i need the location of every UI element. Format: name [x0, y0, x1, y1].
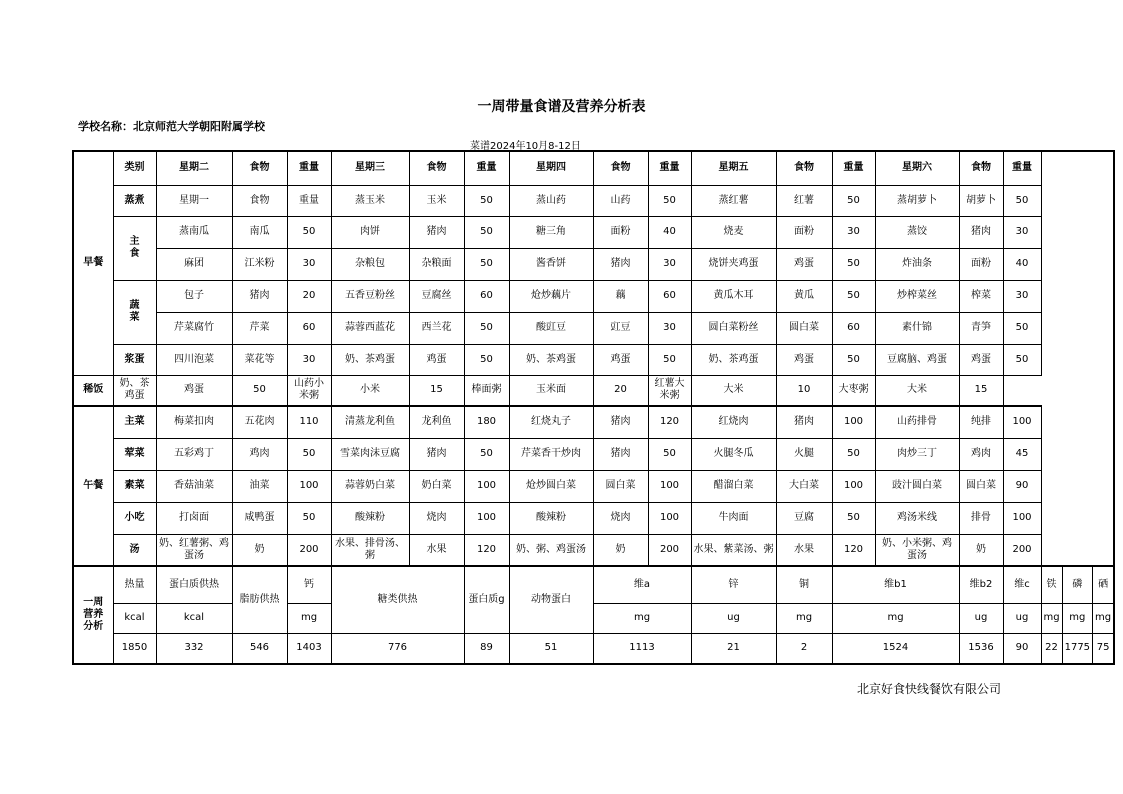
- table-cell: 芹菜: [232, 312, 287, 344]
- column-header: 重量: [464, 151, 509, 185]
- table-cell: 50: [832, 248, 875, 280]
- table-cell: 45: [1003, 438, 1041, 470]
- table-cell: 五花肉: [232, 406, 287, 438]
- table-cell: 蒸南瓜: [156, 216, 232, 248]
- table-cell: 50: [464, 185, 509, 216]
- table-cell: 面粉: [959, 248, 1003, 280]
- breakfast-label: 早餐: [73, 151, 113, 375]
- school-name: 学校名称：北京师范大学朝阳附属学校: [78, 120, 265, 133]
- nutrient-value: 332: [156, 633, 232, 664]
- table-cell: 黄瓜木耳: [691, 280, 776, 312]
- table-cell: 30: [648, 312, 691, 344]
- table-cell: 芹菜腐竹: [156, 312, 232, 344]
- table-cell: 50: [832, 344, 875, 375]
- table-cell: 包子: [156, 280, 232, 312]
- column-header: 食物: [593, 151, 648, 185]
- table-cell: 蒸红薯: [691, 185, 776, 216]
- table-cell: 奶、茶鸡蛋: [509, 344, 593, 375]
- nutrient-name: 铜: [776, 566, 832, 603]
- lunch-row: [73, 502, 1114, 534]
- lunch-row: [73, 438, 1114, 470]
- table-cell: 打卤面: [156, 502, 232, 534]
- table-cell: 豆腐脑、鸡蛋: [875, 344, 959, 375]
- table-cell: 100: [832, 406, 875, 438]
- table-cell: 50: [287, 438, 331, 470]
- lunch-row: [73, 406, 1114, 438]
- table-cell: 30: [1003, 216, 1041, 248]
- category-cell: 稀饭: [73, 375, 113, 406]
- nutrient-name: 硒: [1093, 566, 1115, 603]
- table-cell: 30: [1003, 280, 1041, 312]
- table-cell: 纯排: [959, 406, 1003, 438]
- table-cell: 豆腐丝: [409, 280, 464, 312]
- table-cell: 90: [1003, 470, 1041, 502]
- table-cell: 面粉: [776, 216, 832, 248]
- table-cell: 50: [232, 375, 287, 406]
- table-cell: 小米: [331, 375, 409, 406]
- column-header: 类别: [113, 151, 156, 185]
- table-cell: 30: [287, 248, 331, 280]
- category-cell: 主菜: [113, 406, 156, 438]
- table-cell: 圆白菜: [593, 470, 648, 502]
- nutrient-name: 钙: [287, 566, 331, 603]
- table-cell: 50: [287, 502, 331, 534]
- table-cell: 重量: [287, 185, 331, 216]
- table-cell: 40: [1003, 248, 1041, 280]
- table-cell: 烧肉: [409, 502, 464, 534]
- table-cell: 大白菜: [776, 470, 832, 502]
- table-cell: 60: [287, 312, 331, 344]
- nutrient-unit: mg: [1041, 603, 1062, 633]
- table-cell: 50: [648, 185, 691, 216]
- table-cell: 鸡蛋: [776, 344, 832, 375]
- nutrient-name: 维b1: [832, 566, 959, 603]
- table-cell: 青笋: [959, 312, 1003, 344]
- table-cell: 蒜蓉西蓝花: [331, 312, 409, 344]
- table-cell: 50: [1003, 185, 1041, 216]
- table-cell: 五彩鸡丁: [156, 438, 232, 470]
- table-cell: 猪肉: [232, 280, 287, 312]
- nutrient-name: 锌: [691, 566, 776, 603]
- table-cell: 100: [832, 470, 875, 502]
- table-cell: 50: [832, 185, 875, 216]
- table-cell: 120: [464, 534, 509, 566]
- table-cell: 山药排骨: [875, 406, 959, 438]
- table-cell: 红薯: [776, 185, 832, 216]
- table-cell: 奶白菜: [409, 470, 464, 502]
- nutrient-unit: kcal: [156, 603, 232, 633]
- category-cell: 浆蛋: [113, 344, 156, 375]
- table-cell: 肉炒三丁: [875, 438, 959, 470]
- table-cell: 豇豆: [593, 312, 648, 344]
- table-cell: 玉米: [409, 185, 464, 216]
- table-cell: 蒸山药: [509, 185, 593, 216]
- table-cell: 大枣粥: [832, 375, 875, 406]
- table-cell: 蒸饺: [875, 216, 959, 248]
- table-cell: 奶、茶鸡蛋: [691, 344, 776, 375]
- weekly-menu-table: [72, 150, 1115, 665]
- table-cell: 奶、茶鸡蛋: [331, 344, 409, 375]
- nutrient-name: 维a: [593, 566, 691, 603]
- nutrient-unit: ug: [691, 603, 776, 633]
- table-cell: 四川泡菜: [156, 344, 232, 375]
- company-name: 北京好食快线餐饮有限公司: [856, 682, 1001, 696]
- table-cell: 酸辣粉: [509, 502, 593, 534]
- table-cell: 杂粮面: [409, 248, 464, 280]
- table-cell: 山药小米粥: [287, 375, 331, 406]
- table-cell: 奶、小米粥、鸡蛋汤: [875, 534, 959, 566]
- table-cell: 猪肉: [593, 438, 648, 470]
- table-cell: 五香豆粉丝: [331, 280, 409, 312]
- lunch-label: 午餐: [73, 406, 113, 566]
- nutrient-value: 776: [331, 633, 464, 664]
- table-cell: 奶: [593, 534, 648, 566]
- table-cell: 火腿: [776, 438, 832, 470]
- breakfast-row: [73, 375, 1114, 406]
- nutrient-value: 22: [1041, 633, 1062, 664]
- table-cell: 20: [287, 280, 331, 312]
- table-cell: 素什锦: [875, 312, 959, 344]
- breakfast-row: [73, 185, 1114, 216]
- table-cell: 水果: [409, 534, 464, 566]
- column-header: 重量: [287, 151, 331, 185]
- table-cell: 蒸胡萝卜: [875, 185, 959, 216]
- table-cell: 120: [648, 406, 691, 438]
- table-cell: 200: [648, 534, 691, 566]
- nutrient-value: 1113: [593, 633, 691, 664]
- table-cell: 120: [832, 534, 875, 566]
- table-cell: 烧麦: [691, 216, 776, 248]
- table-cell: 猪肉: [593, 248, 648, 280]
- nutrient-value: 546: [232, 633, 287, 664]
- category-cell: 素菜: [113, 470, 156, 502]
- table-cell: 胡萝卜: [959, 185, 1003, 216]
- nutrient-unit: mg: [1062, 603, 1092, 633]
- table-cell: 15: [959, 375, 1003, 406]
- table-cell: 咸鸭蛋: [232, 502, 287, 534]
- category-cell: 小吃: [113, 502, 156, 534]
- table-cell: 烧饼夹鸡蛋: [691, 248, 776, 280]
- table-cell: 豉汁圆白菜: [875, 470, 959, 502]
- lunch-row: [73, 534, 1114, 566]
- nutrient-unit: mg: [1093, 603, 1115, 633]
- table-cell: 大米: [875, 375, 959, 406]
- table-cell: 炝炒藕片: [509, 280, 593, 312]
- table-cell: 60: [832, 312, 875, 344]
- table-cell: 鸡汤米线: [875, 502, 959, 534]
- table-cell: 圆白菜: [776, 312, 832, 344]
- nutrient-name: 维c: [1003, 566, 1041, 603]
- table-cell: 猪肉: [959, 216, 1003, 248]
- table-cell: 50: [464, 248, 509, 280]
- table-cell: 红薯大米粥: [648, 375, 691, 406]
- table-cell: 烧肉: [593, 502, 648, 534]
- nutrient-name: 热量: [113, 566, 156, 603]
- table-cell: 100: [1003, 502, 1041, 534]
- table-cell: 梅菜扣肉: [156, 406, 232, 438]
- column-header: 重量: [1003, 151, 1041, 185]
- table-cell: 圆白菜: [959, 470, 1003, 502]
- table-cell: 玉米面: [509, 375, 593, 406]
- table-cell: 50: [464, 312, 509, 344]
- table-cell: 100: [1003, 406, 1041, 438]
- nutrient-value: 1403: [287, 633, 331, 664]
- table-cell: 醋溜白菜: [691, 470, 776, 502]
- table-cell: 40: [648, 216, 691, 248]
- nutrient-name: 蛋白质供热: [156, 566, 232, 603]
- table-cell: 鸡蛋: [959, 344, 1003, 375]
- breakfast-row: [73, 248, 1114, 280]
- nutrition-units-row: [73, 603, 1114, 633]
- nutrient-value: 2: [776, 633, 832, 664]
- nutrient-value: 1850: [113, 633, 156, 664]
- table-cell: 50: [648, 438, 691, 470]
- table-cell: 鸡肉: [959, 438, 1003, 470]
- table-cell: 30: [648, 248, 691, 280]
- table-cell: 肉饼: [331, 216, 409, 248]
- vegetable-label: 蔬 菜: [113, 280, 156, 344]
- table-cell: 酱香饼: [509, 248, 593, 280]
- nutrient-name: 蛋白质g: [464, 566, 509, 633]
- table-cell: 200: [287, 534, 331, 566]
- table-cell: 60: [648, 280, 691, 312]
- table-cell: 水果、紫菜汤、粥: [691, 534, 776, 566]
- table-cell: 猪肉: [776, 406, 832, 438]
- breakfast-row: [73, 216, 1114, 248]
- table-cell: 50: [1003, 344, 1041, 375]
- table-cell: 50: [1003, 312, 1041, 344]
- table-cell: 奶: [959, 534, 1003, 566]
- column-header: 重量: [648, 151, 691, 185]
- nutrition-label: 一周 营养 分析: [73, 566, 113, 664]
- nutrient-value: 1536: [959, 633, 1003, 664]
- nutrition-values-row: [73, 633, 1114, 664]
- table-cell: 50: [832, 438, 875, 470]
- column-header: 食物: [776, 151, 832, 185]
- table-cell: 180: [464, 406, 509, 438]
- table-cell: 50: [832, 502, 875, 534]
- table-cell: 奶: [232, 534, 287, 566]
- nutrient-name: 磷: [1062, 566, 1092, 603]
- table-cell: 鸡蛋: [156, 375, 232, 406]
- main-food-label: 主 食: [113, 216, 156, 280]
- nutrient-value: 1524: [832, 633, 959, 664]
- table-cell: 圆白菜粉丝: [691, 312, 776, 344]
- nutrient-unit: ug: [959, 603, 1003, 633]
- table-cell: 50: [287, 216, 331, 248]
- table-cell: 西兰花: [409, 312, 464, 344]
- table-cell: 鸡蛋: [776, 248, 832, 280]
- nutrient-unit: mg: [287, 603, 331, 633]
- nutrient-value: 1775: [1062, 633, 1092, 664]
- table-cell: 110: [287, 406, 331, 438]
- table-cell: 鸡肉: [232, 438, 287, 470]
- column-header: 食物: [409, 151, 464, 185]
- column-header: 食物: [232, 151, 287, 185]
- column-header: 星期四: [509, 151, 593, 185]
- column-header: 星期五: [691, 151, 776, 185]
- breakfast-row: [73, 312, 1114, 344]
- nutrient-unit: mg: [593, 603, 691, 633]
- table-cell: 炒榨菜丝: [875, 280, 959, 312]
- table-cell: 江米粉: [232, 248, 287, 280]
- nutrient-value: 75: [1093, 633, 1115, 664]
- nutrient-value: 51: [509, 633, 593, 664]
- table-cell: 藕: [593, 280, 648, 312]
- table-cell: 酸辣粉: [331, 502, 409, 534]
- breakfast-row: [73, 344, 1114, 375]
- table-cell: 100: [464, 502, 509, 534]
- table-cell: 20: [593, 375, 648, 406]
- category-cell: 荤菜: [113, 438, 156, 470]
- table-cell: 50: [464, 438, 509, 470]
- table-cell: 10: [776, 375, 832, 406]
- table-cell: 30: [287, 344, 331, 375]
- table-cell: 30: [832, 216, 875, 248]
- table-cell: 芹菜香干炒肉: [509, 438, 593, 470]
- table-cell: 面粉: [593, 216, 648, 248]
- table-cell: 100: [648, 502, 691, 534]
- table-cell: 50: [464, 344, 509, 375]
- table-cell: 酸豇豆: [509, 312, 593, 344]
- table-cell: 100: [464, 470, 509, 502]
- nutrient-unit: kcal: [113, 603, 156, 633]
- table-cell: 排骨: [959, 502, 1003, 534]
- table-cell: 60: [464, 280, 509, 312]
- table-cell: 奶、粥、鸡蛋汤: [509, 534, 593, 566]
- table-header-row: [73, 151, 1114, 185]
- breakfast-row: [73, 280, 1114, 312]
- nutrient-unit: mg: [776, 603, 832, 633]
- table-cell: 200: [1003, 534, 1041, 566]
- table-cell: 清蒸龙利鱼: [331, 406, 409, 438]
- table-cell: 蒸玉米: [331, 185, 409, 216]
- table-cell: 奶、红薯粥、鸡蛋汤: [156, 534, 232, 566]
- nutrient-value: 21: [691, 633, 776, 664]
- nutrient-name: 铁: [1041, 566, 1062, 603]
- table-cell: 水果、排骨汤、粥: [331, 534, 409, 566]
- table-cell: 榨菜: [959, 280, 1003, 312]
- table-cell: 龙利鱼: [409, 406, 464, 438]
- table-cell: 红烧丸子: [509, 406, 593, 438]
- column-header: 星期二: [156, 151, 232, 185]
- table-cell: 炸油条: [875, 248, 959, 280]
- table-cell: 15: [409, 375, 464, 406]
- column-header: 星期三: [331, 151, 409, 185]
- table-cell: 猪肉: [409, 216, 464, 248]
- nutrient-name: 维b2: [959, 566, 1003, 603]
- category-cell: 汤: [113, 534, 156, 566]
- nutrition-names-row: [73, 566, 1114, 603]
- table-cell: 红烧肉: [691, 406, 776, 438]
- table-cell: 香菇油菜: [156, 470, 232, 502]
- table-cell: 杂粮包: [331, 248, 409, 280]
- table-cell: 菜花等: [232, 344, 287, 375]
- lunch-row: [73, 470, 1114, 502]
- table-cell: 南瓜: [232, 216, 287, 248]
- table-cell: 黄瓜: [776, 280, 832, 312]
- table-cell: 牛肉面: [691, 502, 776, 534]
- menu-period: 菜谱2024年10月8-12日: [470, 141, 581, 152]
- table-cell: 100: [648, 470, 691, 502]
- nutrient-unit: mg: [832, 603, 959, 633]
- nutrient-value: 90: [1003, 633, 1041, 664]
- column-header: 重量: [832, 151, 875, 185]
- table-cell: 蒜蓉奶白菜: [331, 470, 409, 502]
- table-cell: 糖三角: [509, 216, 593, 248]
- nutrient-unit: ug: [1003, 603, 1041, 633]
- table-cell: 鸡蛋: [593, 344, 648, 375]
- page-title: 一周带量食谱及营养分析表: [477, 99, 646, 115]
- table-cell: 大米: [691, 375, 776, 406]
- nutrient-value: 89: [464, 633, 509, 664]
- table-cell: 50: [464, 216, 509, 248]
- column-header: 食物: [959, 151, 1003, 185]
- table-cell: 火腿冬瓜: [691, 438, 776, 470]
- table-cell: 豆腐: [776, 502, 832, 534]
- table-cell: 麻团: [156, 248, 232, 280]
- table-cell: 50: [648, 344, 691, 375]
- table-cell: 油菜: [232, 470, 287, 502]
- table-cell: 食物: [232, 185, 287, 216]
- nutrient-name: 脂肪供热: [232, 566, 287, 633]
- table-cell: 星期一: [156, 185, 232, 216]
- table-cell: 100: [287, 470, 331, 502]
- table-cell: 水果: [776, 534, 832, 566]
- column-header: 星期六: [875, 151, 959, 185]
- table-cell: 猪肉: [593, 406, 648, 438]
- table-cell: 50: [832, 280, 875, 312]
- table-cell: 猪肉: [409, 438, 464, 470]
- table-cell: 棒面粥: [464, 375, 509, 406]
- nutrient-name: 动物蛋白: [509, 566, 593, 633]
- table-cell: 炝炒圆白菜: [509, 470, 593, 502]
- table-cell: 山药: [593, 185, 648, 216]
- category-cell: 蒸煮: [113, 185, 156, 216]
- nutrient-name: 糖类供热: [331, 566, 464, 633]
- table-cell: 奶、茶鸡蛋: [113, 375, 156, 406]
- table-cell: 鸡蛋: [409, 344, 464, 375]
- table-cell: 雪菜肉沫豆腐: [331, 438, 409, 470]
